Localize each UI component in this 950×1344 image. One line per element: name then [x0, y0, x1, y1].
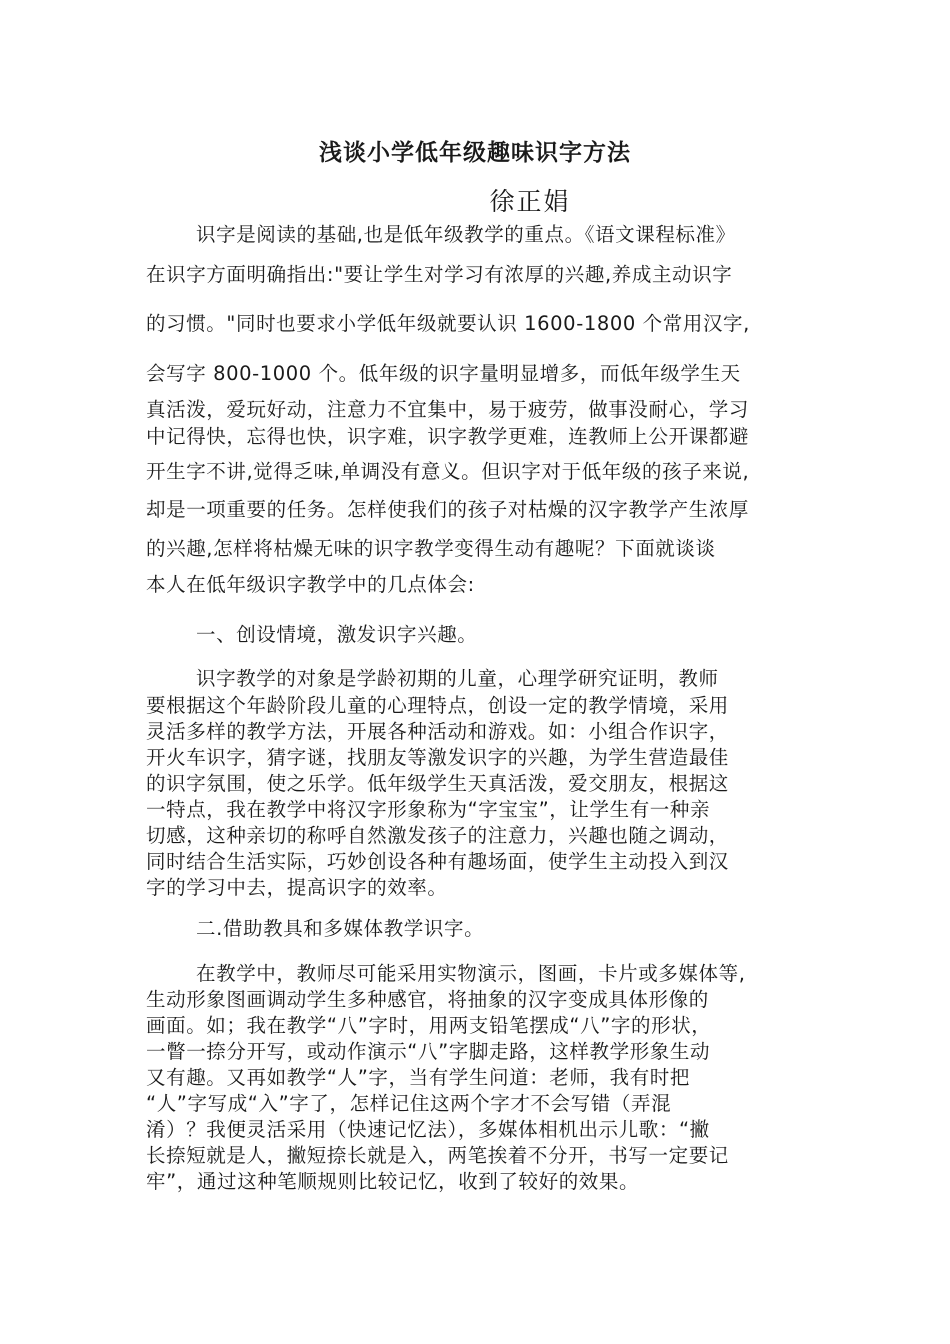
section2-line: 生动形象图画调动学生多种感官，将抽象的汉字变成具体形像的: [146, 988, 709, 1011]
section2-line: 牢”，通过这种笔顺规则比较记忆，收到了较好的效果。: [146, 1170, 640, 1193]
section2-line: 在教学中，教师尽可能采用实物演示，图画，卡片或多媒体等,: [196, 962, 746, 985]
intro-line: 会写字 800-1000 个。低年级的识字量明显增多，而低年级学生天: [146, 362, 741, 385]
intro-line: 本人在低年级识字教学中的几点体会:: [146, 573, 475, 596]
section2-line: 又有趣。又再如教学“人”字，当有学生问道：老师，我有时把: [146, 1066, 691, 1089]
document-title: 浅谈小学低年级趣味识字方法: [319, 140, 631, 166]
section1-line: 识字教学的对象是学龄初期的儿童，心理学研究证明，教师: [196, 667, 719, 690]
section1-line: 一特点，我在教学中将汉字形象称为“字宝宝”，让学生有一种亲: [146, 798, 711, 821]
intro-line: 在识字方面明确指出:"要让学生对学习有浓厚的兴趣,养成主动识字: [146, 263, 733, 286]
section1-line: 灵活多样的教学方法，开展各种活动和游戏。如：小组合作识字，: [146, 720, 729, 743]
intro-line: 却是一项重要的任务。怎样使我们的孩子对枯燥的汉字教学产生浓厚: [146, 498, 750, 521]
section-heading: 一、创设情境，激发识字兴趣。: [196, 623, 478, 646]
intro-line: 识字是阅读的基础,也是低年级教学的重点。《语文课程标准》: [196, 223, 736, 246]
section2-line: 一瞥一捺分开写，或动作演示“八”字脚走路，这样教学形象生动: [146, 1040, 711, 1063]
section2-line: 淆）？我便灵活采用（快速记忆法），多媒体相机出示儿歌：“撇: [146, 1118, 710, 1141]
intro-line: 的习惯。"同时也要求小学低年级就要认识 1600-1800 个常用汉字,: [146, 312, 750, 335]
section1-line: 字的学习中去，提高识字的效率。: [146, 876, 448, 899]
section-heading: 二.借助教具和多媒体教学识字。: [196, 917, 485, 940]
author-name: 徐正娟: [489, 187, 571, 216]
section1-line: 要根据这个年龄阶段儿童的心理特点，创设一定的教学情境，采用: [146, 694, 729, 717]
section2-line: “人”字写成“入”字了，怎样记住这两个字才不会写错（弄混: [146, 1092, 672, 1115]
section2-line: 长捺短就是人，撇短捺长就是入，两笔挨着不分开，书写一定要记: [146, 1144, 729, 1167]
section1-line: 同时结合生活实际，巧妙创设各种有趣场面，使学生主动投入到汉: [146, 850, 729, 873]
intro-line: 中记得快，忘得也快，识字难，识字教学更难，连教师上公开课都避: [146, 425, 750, 448]
section1-line: 切感，这种亲切的称呼自然激发孩子的注意力，兴趣也随之调动，: [146, 824, 729, 847]
section1-line: 的识字氛围，使之乐学。低年级学生天真活泼，爱交朋友，根据这: [146, 772, 729, 795]
intro-line: 开生字不讲,觉得乏味,单调没有意义。但识字对于低年级的孩子来说,: [146, 460, 750, 483]
intro-line: 真活泼，爱玩好动，注意力不宜集中，易于疲劳，做事没耐心，学习: [146, 398, 750, 421]
section2-line: 画面。如；我在教学“八”字时，用两支铅笔摆成“八”字的形状，: [146, 1014, 712, 1037]
intro-line: 的兴趣,怎样将枯燥无味的识字教学变得生动有趣呢？下面就谈谈: [146, 537, 716, 560]
section1-line: 开火车识字，猜字谜，找朋友等激发识字的兴趣，为学生营造最佳: [146, 746, 729, 769]
